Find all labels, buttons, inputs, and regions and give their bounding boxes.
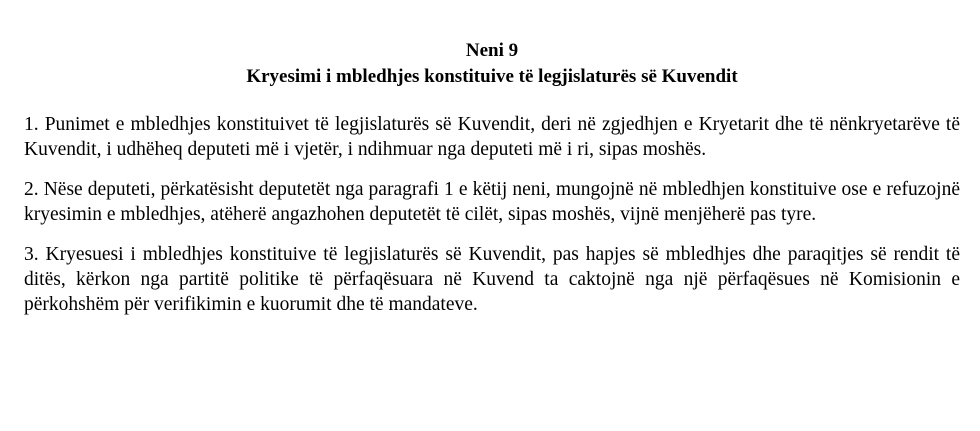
article-number: Neni 9 [465,40,519,61]
paragraph-3: 3. Kryesuesi i mbledhjes konstituive të legjislaturës së Kuvendit, pas hapjes së mbledhjes dhe paraqitjes së rendit të ditës, kërkon nga partitë politike të përfaqësuara në Kuvend ta caktojnë nga një përfaqësues në Komisionin e përkohshëm për verifikimin e kuorumit dhe të mandateve. [24,244,960,315]
paragraph-1: 1. Punimet e mbledhjes konstituivet të legjislaturës së Kuvendit, deri në zgjedhjen e Kryetarit dhe të nënkryetarëve të Kuvendit, i udhëheq deputeti më i vjetër, i ndihmuar nga deputeti më i ri, sipas moshës. [24,114,960,160]
document-body [24,0,960,317]
paragraph-2: 2. Nëse deputeti, përkatësisht deputetët nga paragrafi 1 e këtij neni, mungojnë në mbledhjen konstituive ose e refuzojnë kryesimin e mbledhjes, atëherë angazhohen deputetët të cilët, sipas moshës, vijnë menjëherë pas tyre. [24,179,960,225]
article-title: Kryesimi i mbledhjes konstituive të legjislaturës së Kuvendit [246,66,738,87]
